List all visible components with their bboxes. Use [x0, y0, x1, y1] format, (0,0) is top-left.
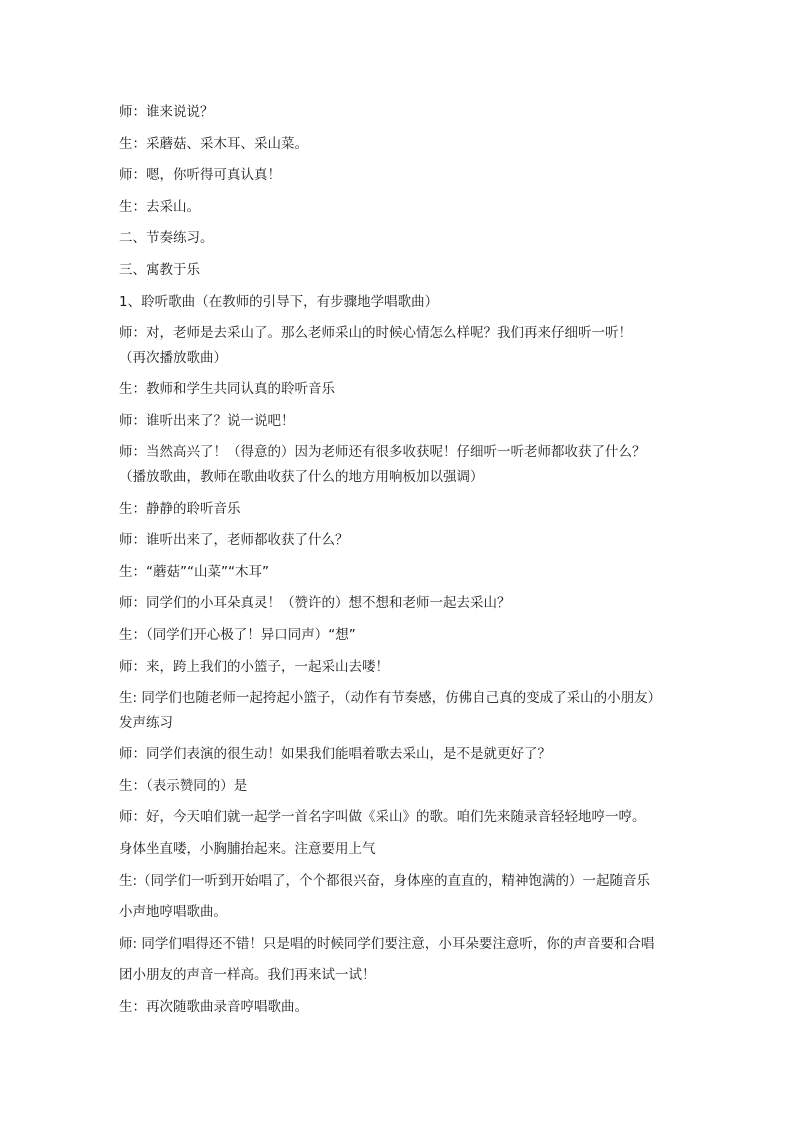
text-line: 生：（表示赞同的）是: [119, 777, 248, 794]
text-line: 师：嗯，你听得可真认真！: [119, 167, 281, 184]
text-line: 生：“蘑菇”“山菜”“木耳”: [119, 563, 269, 580]
text-line: 师：好，今天咱们就一起学一首名字叫做《采山》的歌。咱们先来随录音轻轻地哼一哼。: [119, 809, 646, 826]
text-line: 生:（同学们一听到开始唱了，个个都很兴奋，身体座的直直的，精神饱满的）一起随音乐: [119, 872, 651, 889]
document-body: [119, 102, 689, 1029]
text-line: 师：来，跨上我们的小篮子，一起采山去喽！: [119, 658, 389, 675]
text-line: 发声练习: [119, 714, 173, 731]
text-line: 团小朋友的声音一样高。我们再来试一试！: [119, 967, 376, 984]
text-line: 小声地哼唱歌曲。: [119, 904, 227, 921]
subsection-heading: 1、聆听歌曲（在教师的引导下，有步骤地学唱歌曲）: [119, 293, 439, 310]
text-line: 师：对，老师是去采山了。那么老师采山的时候心情怎么样呢？我们再来仔细听一听！: [119, 325, 632, 342]
text-line: 生：（同学们开心极了！异口同声）“想”: [119, 626, 356, 643]
text-line: 生：采蘑菇、采木耳、采山菜。: [119, 135, 308, 152]
text-line: 生：教师和学生共同认真的聆听音乐: [119, 381, 335, 398]
text-line: 师：谁来说说？: [119, 104, 214, 120]
section-heading: 三、寓教于乐: [119, 261, 200, 278]
text-line: 身体坐直喽，小胸脯抬起来。注意要用上气: [119, 840, 376, 857]
text-line: （播放歌曲，教师在歌曲收获了什么的地方用响板加以强调）: [119, 468, 484, 485]
text-line: 师：谁听出来了？说一说吧！: [119, 412, 295, 429]
text-line: 师：当然高兴了！（得意的）因为老师还有很多收获呢！仔细听一听老师都收获了什么？: [119, 444, 646, 461]
text-line: 生：去采山。: [119, 198, 200, 215]
text-line: 生：再次随歌曲录音哼唱歌曲。: [119, 998, 308, 1015]
text-line: 师：同学们表演的很生动！如果我们能唱着歌去采山，是不是就更好了？: [119, 746, 551, 763]
section-heading: 二、节奏练习。: [119, 230, 214, 247]
text-line: 生：静静的聆听音乐: [119, 500, 241, 517]
text-line: 师: 同学们唱得还不错！只是唱的时候同学们要注意，小耳朵要注意听，你的声音要和合唱: [119, 935, 655, 952]
text-line: 师：谁听出来了，老师都收获了什么？: [119, 532, 349, 549]
text-line: 师：同学们的小耳朵真灵！（赞许的）想不想和老师一起去采山？: [119, 595, 511, 612]
text-line: 生: 同学们也随老师一起挎起小篮子，（动作有节奏感，仿佛自己真的变成了采山的小朋友）: [119, 690, 662, 707]
text-line: （再次播放歌曲）: [119, 349, 227, 366]
